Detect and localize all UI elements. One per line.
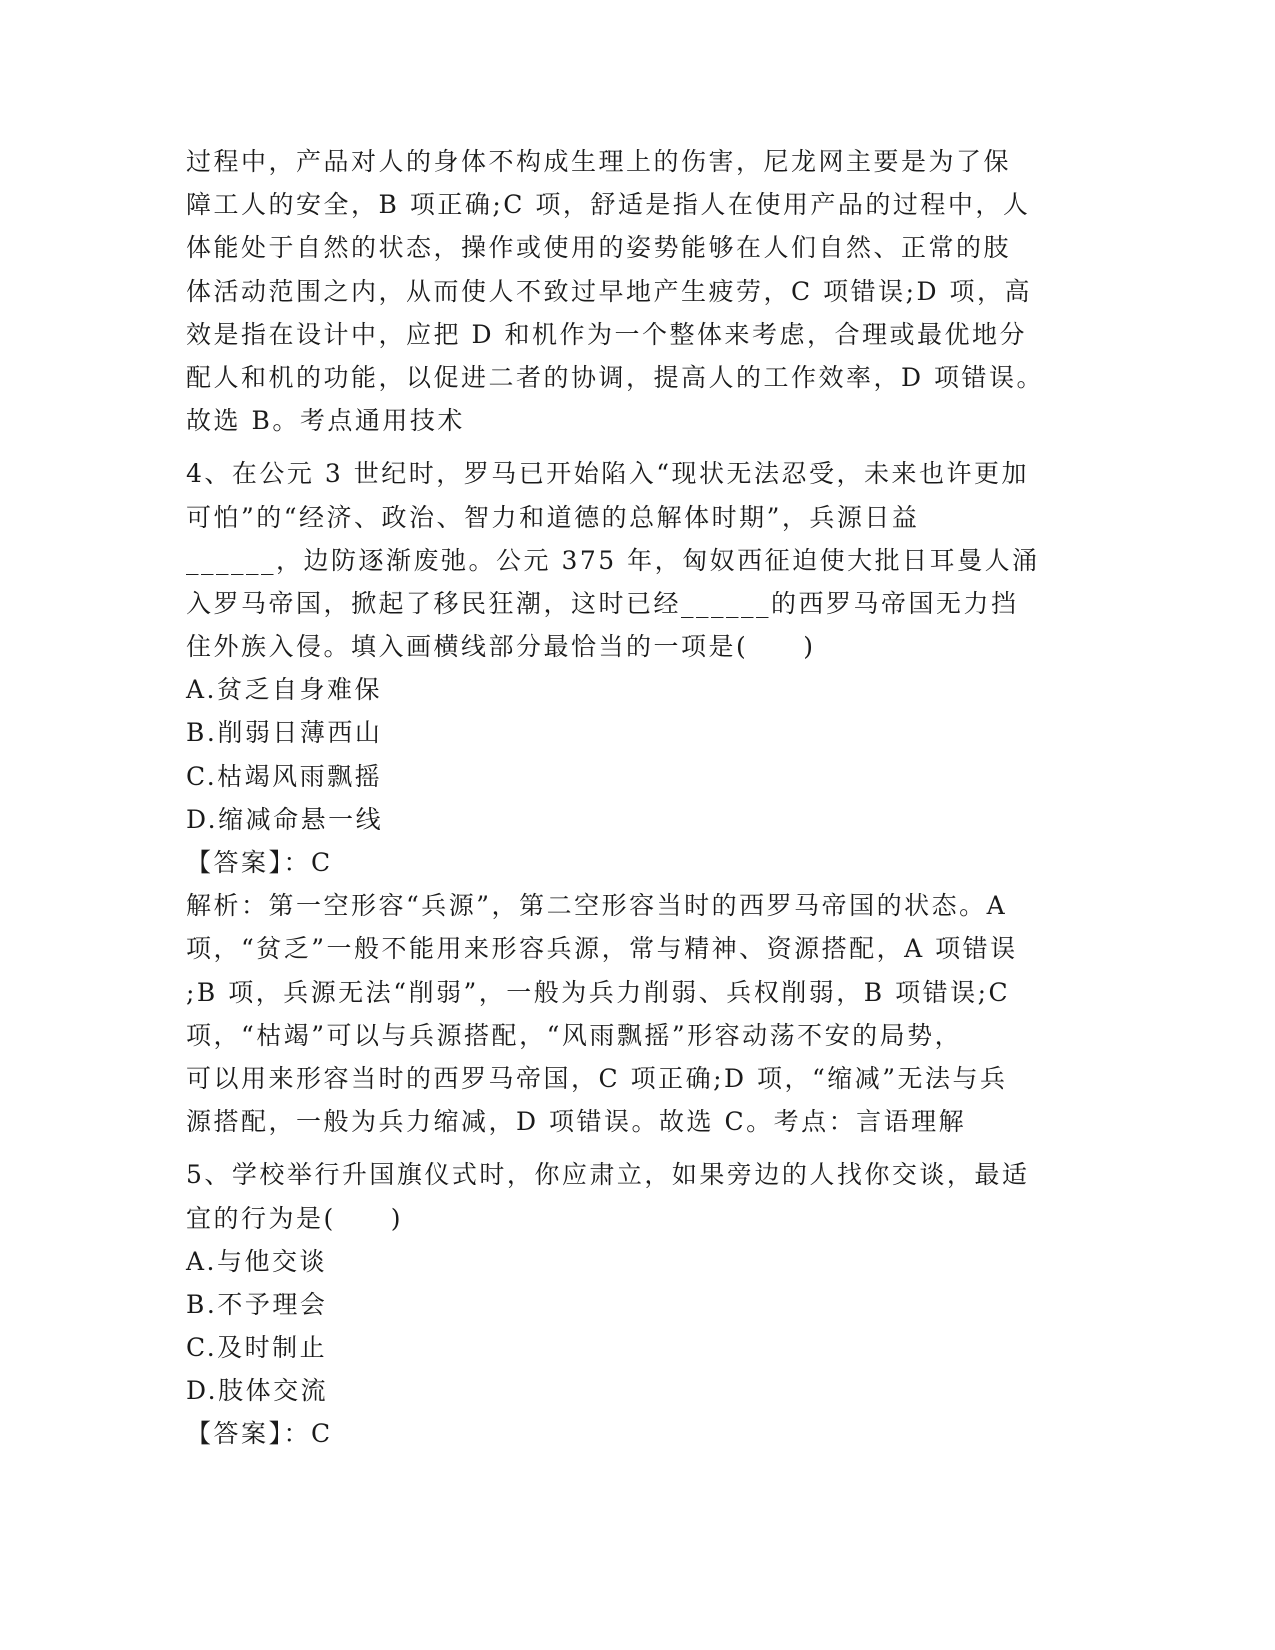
- text-line: 障工人的安全，B 项正确;C 项，舒适是指人在使用产品的过程中，人: [186, 190, 1031, 220]
- text-line: ;B 项，兵源无法“削弱”，一般为兵力削弱、兵权削弱，B 项错误;C: [186, 977, 1011, 1007]
- paragraph-gap: [186, 1143, 1086, 1153]
- question-stem: [186, 452, 1086, 668]
- option-a: A.贫乏自身难保: [186, 675, 383, 705]
- option-c: C.及时制止: [186, 1333, 328, 1363]
- text-line: 可以用来形容当时的西罗马帝国，C 项正确;D 项，“缩减”无法与兵: [186, 1063, 1008, 1093]
- text-line: 配人和机的功能，以促进二者的协调，提高人的工作效率，D 项错误。: [186, 362, 1044, 392]
- option-d: D.缩减命悬一线: [186, 804, 384, 834]
- text-line: 故选 B。考点通用技术: [186, 406, 465, 436]
- q3-explanation-tail: [186, 140, 1086, 442]
- explanation: [186, 884, 1086, 1143]
- text-line: 源搭配，一般为兵力缩减，D 项错误。故选 C。考点：言语理解: [186, 1107, 967, 1137]
- answer-line: 【答案】：C: [186, 848, 333, 877]
- answer-line: 【答案】：C: [186, 1419, 333, 1449]
- paragraph-gap: [186, 442, 1086, 452]
- document-body: [186, 140, 1086, 1456]
- text-line: 项，“贫乏”一般不能用来形容兵源，常与精神、资源搭配，A 项错误: [186, 934, 1018, 964]
- question-options: [186, 1240, 1086, 1413]
- text-line: 体能处于自然的状态，操作或使用的姿势能够在人们自然、正常的肢: [186, 233, 1012, 263]
- question-5: [186, 1153, 1086, 1455]
- option-c: C.枯竭风雨飘摇: [186, 761, 383, 791]
- option-d: D.肢体交流: [186, 1376, 329, 1406]
- option-a: A.与他交谈: [186, 1246, 328, 1276]
- text-line: 入罗马帝国，掀起了移民狂潮，这时已经______的西罗马帝国无力挡: [186, 588, 1019, 618]
- text-line: 5、学校举行升国旗仪式时，你应肃立，如果旁边的人找你交谈，最适: [186, 1160, 1030, 1190]
- text-line: 项，“枯竭”可以与兵源搭配，“风雨飘摇”形容动荡不安的局势，: [186, 1020, 963, 1050]
- question-options: [186, 668, 1086, 841]
- question-4: [186, 452, 1086, 1143]
- question-stem: [186, 1153, 1086, 1239]
- text-line: 体活动范围之内，从而使人不致过早地产生疲劳，C 项错误;D 项，高: [186, 276, 1032, 306]
- text-line: ______，边防逐渐废弛。公元 375 年，匈奴西征迫使大批日耳曼人涌: [186, 545, 1040, 575]
- text-line: 宜的行为是( ): [186, 1203, 404, 1233]
- text-line: 过程中，产品对人的身体不构成生理上的伤害，尼龙网主要是为了保: [186, 147, 1012, 176]
- option-b: B.削弱日薄西山: [186, 718, 383, 748]
- text-line: 效是指在设计中，应把 D 和机作为一个整体来考虑，合理或最优地分: [186, 319, 1027, 349]
- text-line: 可怕”的“经济、政治、智力和道德的总解体时期”，兵源日益: [186, 502, 920, 532]
- text-line: 住外族入侵。填入画横线部分最恰当的一项是( ): [186, 632, 816, 662]
- option-b: B.不予理会: [186, 1289, 328, 1319]
- text-line: 解析：第一空形容“兵源”，第二空形容当时的西罗马帝国的状态。A: [186, 891, 1008, 921]
- text-line: 4、在公元 3 世纪时，罗马已开始陷入“现状无法忍受，未来也许更加: [186, 459, 1029, 489]
